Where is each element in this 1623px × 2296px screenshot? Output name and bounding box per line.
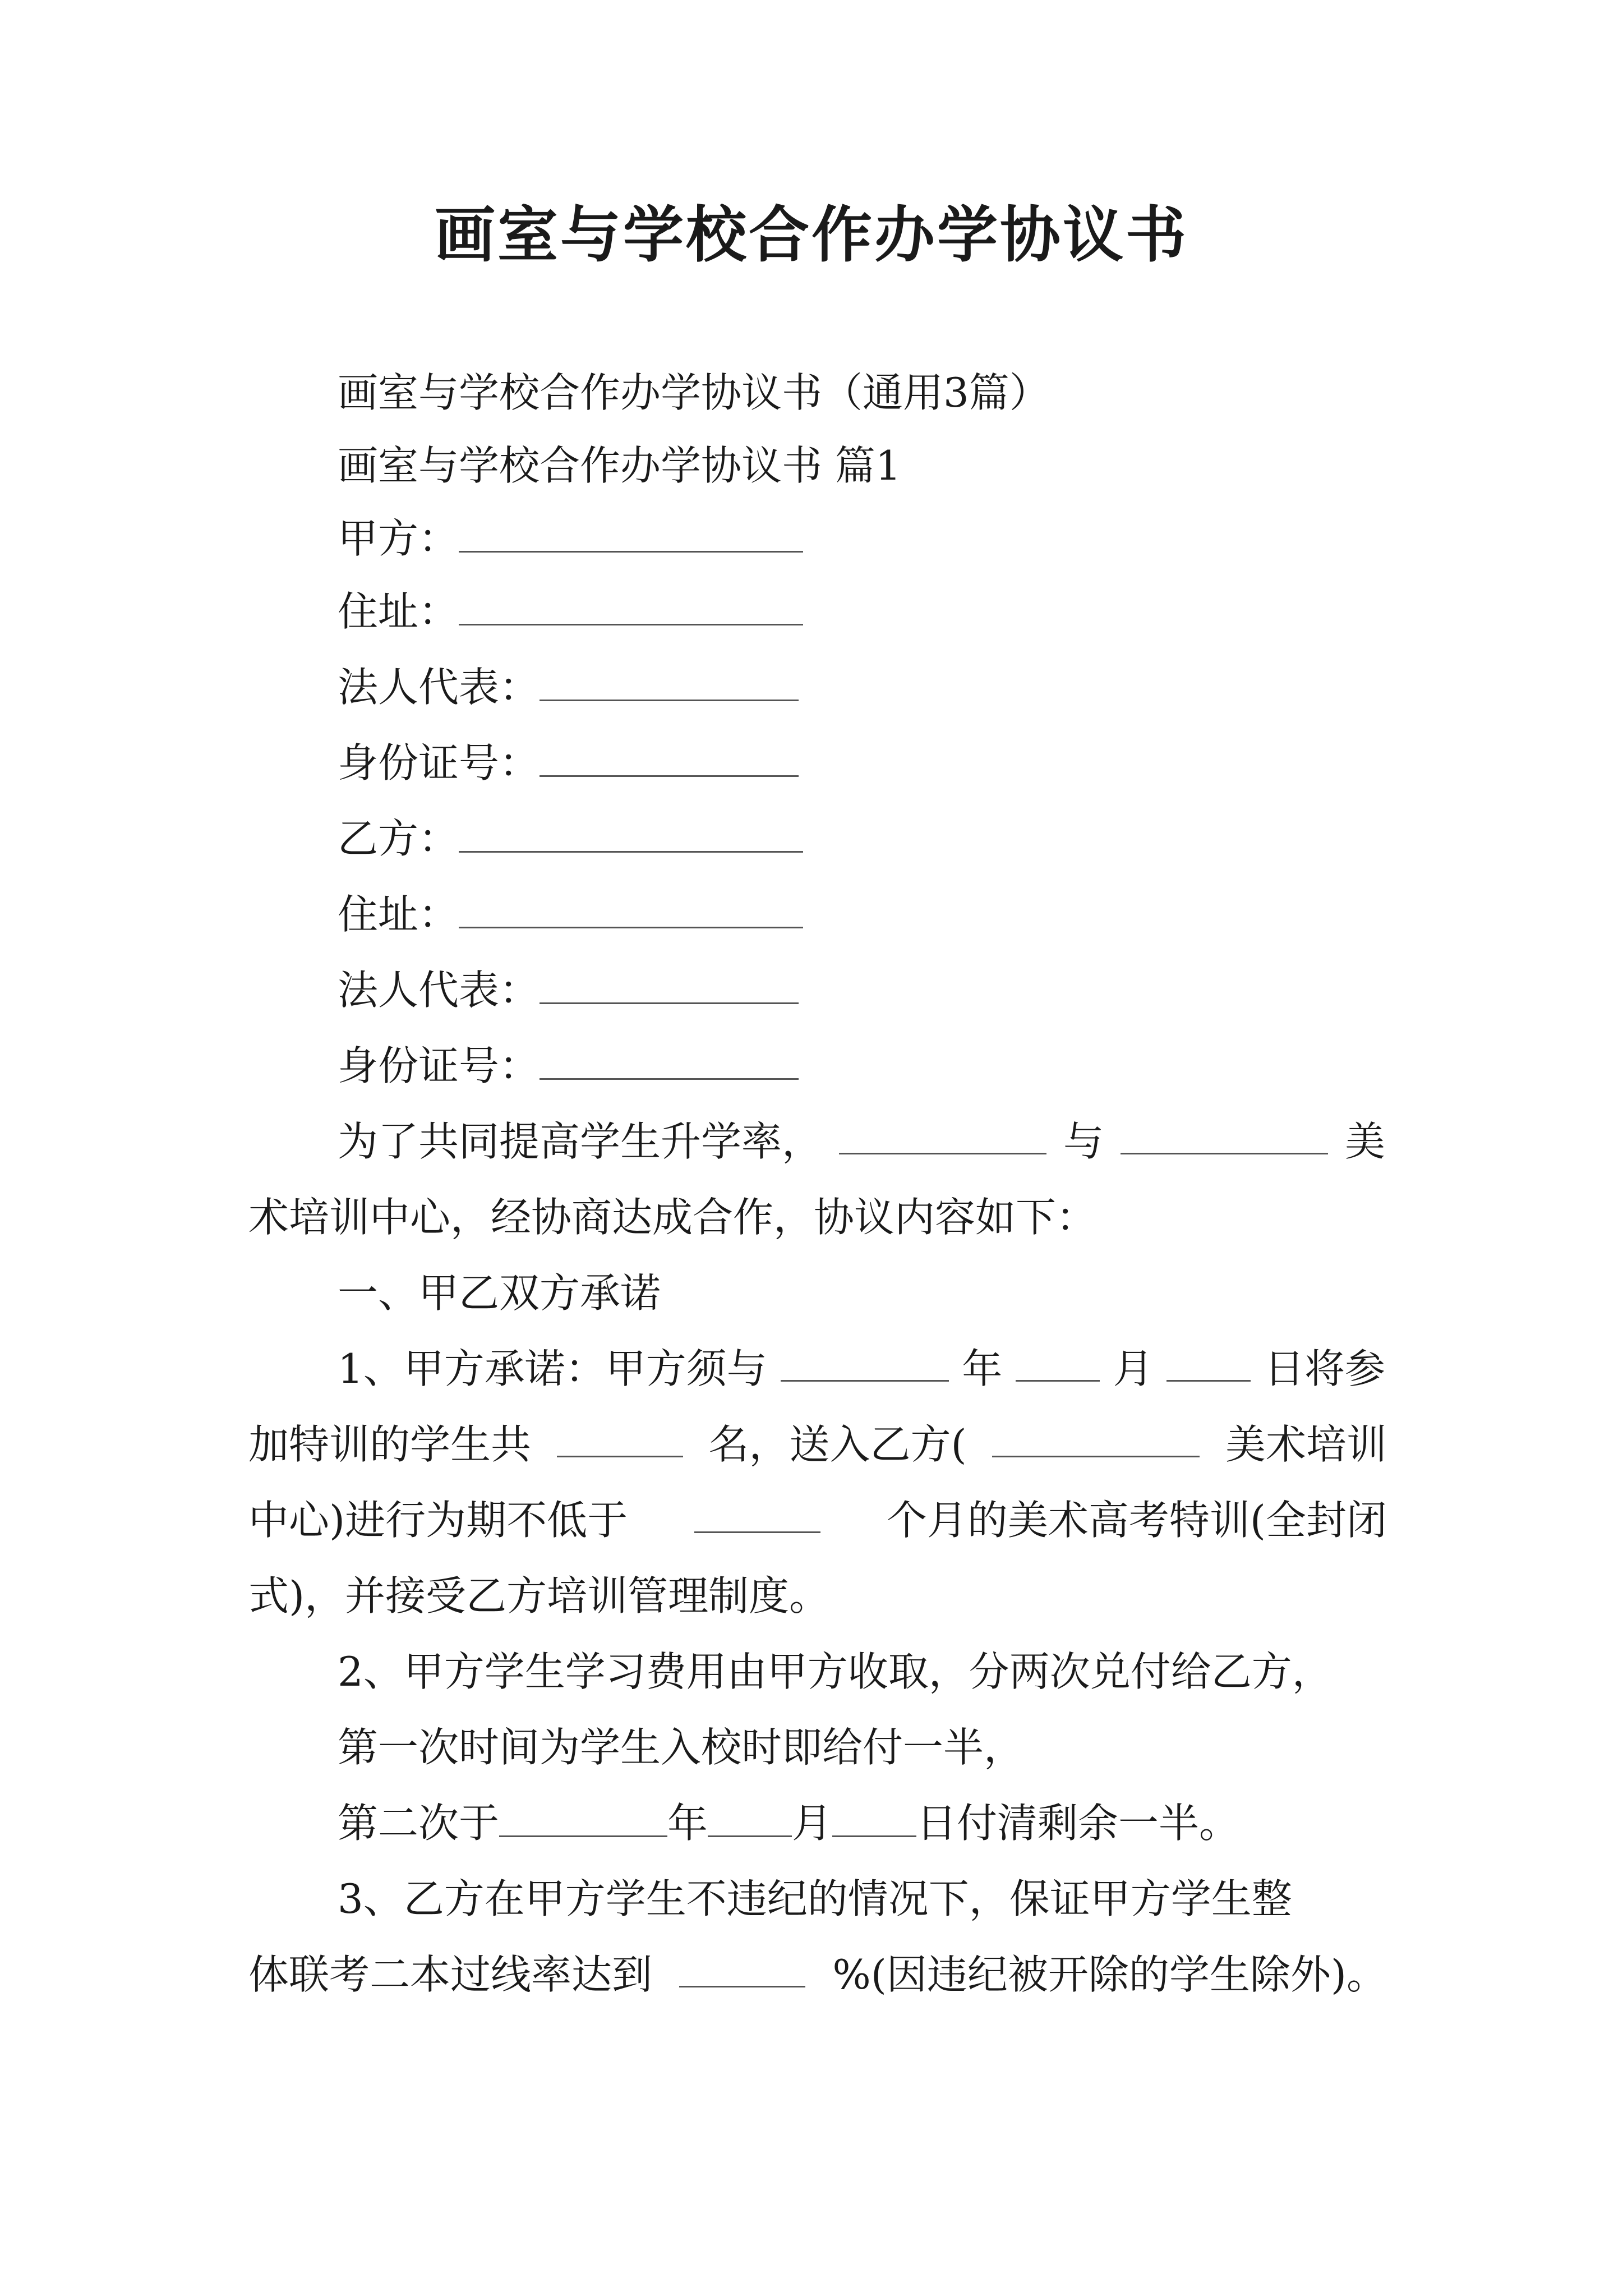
clause-1-text-a: 1、甲方承诺：甲方须与	[338, 1345, 767, 1392]
subtitle: 画室与学校合作办学协议书（通用3篇）	[338, 369, 1050, 416]
clause-1-text-e: 中心)进行为期不低于	[248, 1497, 628, 1544]
clause-1-line-3	[248, 1492, 1387, 1548]
part-heading: 画室与学校合作办学协议书 篇1	[338, 442, 901, 489]
clause-1-year-blank	[781, 1341, 949, 1382]
party-a-name-row	[338, 510, 803, 567]
party-b-id-blank	[540, 1039, 799, 1080]
party-a-address-label: 住址：	[338, 588, 459, 635]
party-b-name-label: 乙方：	[338, 815, 459, 862]
intro-line-2: 术培训中心，经协商达成合作，协议内容如下：	[248, 1194, 1097, 1241]
clause-2-month-label: 月	[792, 1800, 833, 1847]
intro-text-a: 为了共同提高学生升学率，	[338, 1118, 823, 1165]
clause-1-year-label: 年	[962, 1345, 1003, 1392]
party-b-legal-rep-blank	[540, 963, 799, 1004]
clause-1-text-f: 个月的美术高考特训(全封闭	[886, 1497, 1387, 1544]
intro-text-c: 美	[1344, 1118, 1385, 1165]
clause-1-day-label: 日将参	[1264, 1345, 1385, 1392]
party-a-id-blank	[540, 736, 799, 777]
party-a-name-blank	[459, 512, 803, 553]
clause-2-month-blank	[708, 1796, 792, 1837]
clause-1-line-4: 式)，并接受乙方培训管理制度。	[248, 1572, 830, 1619]
clause-3-text-a: 体联考二本过线率达到	[248, 1951, 653, 1998]
clause-1-line-1	[338, 1341, 1385, 1397]
document-title: 画室与学校合作办学协议书	[434, 200, 1188, 270]
section-1-heading: 一、甲乙双方承诺	[338, 1269, 661, 1317]
clause-1-text-d: 美术培训	[1225, 1421, 1387, 1468]
party-a-address-row	[338, 583, 803, 639]
clause-2-year-blank	[499, 1796, 667, 1837]
clause-1-count-blank	[557, 1416, 683, 1457]
clause-2-day-blank	[832, 1796, 916, 1837]
party-a-id-label: 身份证号：	[338, 739, 540, 786]
clause-2-day-label: 日付清剩余一半。	[916, 1800, 1240, 1847]
clause-1-month-label: 月	[1113, 1345, 1154, 1392]
clause-3-text-b: %(因违纪被开除的学生除外)。	[832, 1951, 1387, 1998]
party-b-address-label: 住址：	[338, 891, 459, 938]
party-a-legal-rep-row	[338, 659, 799, 715]
party-a-legal-rep-blank	[540, 660, 799, 701]
intro-line-1	[338, 1114, 1385, 1170]
clause-1-line-2	[248, 1416, 1387, 1473]
clause-1-text-c: 名，送入乙方(	[708, 1421, 967, 1468]
party-a-name-label: 甲方：	[338, 515, 459, 562]
clause-2-line-3	[338, 1795, 1239, 1851]
clause-1-center-blank	[992, 1416, 1200, 1457]
party-b-id-row	[338, 1038, 799, 1094]
party-b-id-label: 身份证号：	[338, 1042, 540, 1089]
clause-2-year-label: 年	[667, 1800, 708, 1847]
party-b-legal-rep-label: 法人代表：	[338, 967, 540, 1014]
clause-3-line-2	[248, 1947, 1387, 2003]
clause-2-line-2: 第一次时间为学生入校时即给付一半，	[338, 1724, 1025, 1771]
clause-1-month-blank	[1016, 1341, 1100, 1382]
party-b-name-row	[338, 811, 803, 867]
clause-2-text-a: 第二次于	[338, 1800, 500, 1847]
intro-text-b: 与	[1063, 1118, 1104, 1165]
party-b-legal-rep-row	[338, 962, 799, 1018]
party-a-legal-rep-label: 法人代表：	[338, 664, 540, 711]
intro-blank-2	[1121, 1114, 1328, 1154]
clause-1-months-blank	[694, 1492, 820, 1533]
party-a-id-row	[338, 735, 799, 791]
intro-blank-1	[839, 1114, 1046, 1154]
clause-3-rate-blank	[679, 1947, 805, 1987]
party-b-name-blank	[459, 812, 803, 853]
party-a-address-blank	[459, 585, 803, 625]
clause-1-text-b: 加特训的学生共	[248, 1421, 532, 1468]
clause-3-line-1: 3、乙方在甲方学生不违纪的情况下，保证甲方学生整	[338, 1875, 1292, 1922]
party-b-address-blank	[459, 887, 803, 928]
clause-2-line-1: 2、甲方学生学习费用由甲方收取，分两次兑付给乙方，	[338, 1648, 1332, 1695]
clause-1-day-blank	[1166, 1341, 1251, 1382]
party-b-address-row	[338, 886, 803, 942]
